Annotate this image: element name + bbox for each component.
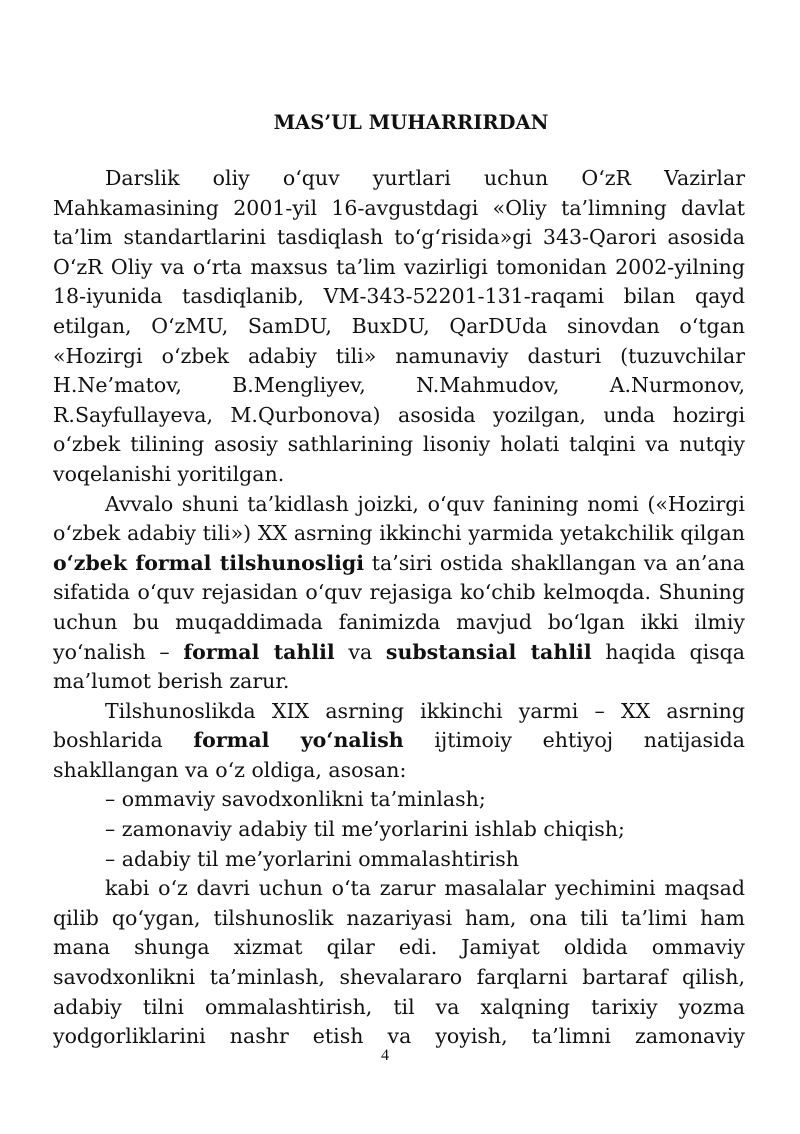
list-item: – zamonaviy adabiy til me’yorlarini ishlab chiqish; [105, 817, 625, 842]
paragraph-3-text-2: ijtimoiy ehtiyoj natijasida shakllangan va o‘z oldiga, asosan: [53, 728, 745, 782]
bold-term-formal-direction: formal yo‘nalish [193, 728, 404, 753]
section-heading: MAS’UL MUHARRIRDAN [273, 111, 549, 134]
paragraph-2-text-2: ta’siri ostida shakllangan va an’ana sifatida o‘quv rejasidan o‘quv rejasiga ko‘chib kelmoqda. Shuning uchun bu muqaddimada fanimizda mavjud bo‘lgan ikki ilmiy yo‘nalish – [53, 550, 745, 664]
paragraph-2 [53, 490, 745, 697]
paragraph-2-text-3: va [334, 639, 386, 664]
paragraph-3-text-1: Tilshunoslikda XIX asrning ikkinchi yarmi – XX asrning boshlarida [53, 698, 745, 753]
paragraph-4: kabi o‘z davri uchun o‘ta zarur masalalar yechimini maqsad qilib qo‘ygan, tilshunoslik nazariyasi ham, ona tili ta’limi ham mana shunga xizmat qilar edi. Jamiyat oldida ommaviy savodxonlikni ta’minlash, shevalararo farqlarni bartaraf qilish, adabiy tilni ommalashtirish, til va xalqning tarixiy yozma yodgorliklarini nashr etish va yoyish, ta’limni zamonaviy [53, 876, 745, 1049]
body-text [53, 164, 745, 1052]
list-item: – adabiy til me’yorlarini ommalashtirish [105, 846, 520, 871]
paragraph-2-text-4: haqida qisqa ma’lumot berish zarur. [53, 639, 745, 694]
paragraph-1: Darslik oliy o‘quv yurtlari uchun O‘zR Vazirlar Mahkamasining 2001-yil 16-avgustdagi «Oliy ta’limning davlat ta’lim standartlarini tasdiqlash to‘g‘risida»gi 343-Qarori asosida O‘zR Oliy va o‘rta maxsus ta’lim vazirligi tomonidan 2002-yilning 18-iyunida tasdiqlanib, VM-343-52201-131-raqami bilan qayd etilgan, O‘zMU, SamDU, BuxDU, QarDUda sinovdan o‘tgan «Hozirgi o‘zbek adabiy tili» namunaviy dasturi (tuzuvchilar H.Ne’matov, B.Mengliyev, N.Mahmudov, A.Nurmonov, R.Sayfullayeva, M.Qurbonova) asosida yozilgan, unda hozirgi o‘zbek tilining asosiy sathlarining lisoniy holati talqini va nutqiy voqelanishi yoritilgan. [53, 166, 745, 486]
bold-term-formal-analysis: formal tahlil [183, 639, 335, 664]
page-number: 4 [381, 1047, 389, 1064]
paragraph-3 [53, 697, 745, 786]
paragraph-2-text-1: Avvalo shuni ta’kidlash joizki, o‘quv fanining nomi («Hozirgi o‘zbek adabiy tili») XX asrning ikkinchi yarmida yetakchilik qilgan [53, 491, 745, 546]
list-item: – ommaviy savodxonlikni ta’minlash; [105, 787, 486, 812]
bold-term-formal-linguistics: o‘zbek formal tilshunosligi [53, 550, 365, 575]
bold-term-substantial-analysis: substansial tahlil [385, 639, 592, 664]
